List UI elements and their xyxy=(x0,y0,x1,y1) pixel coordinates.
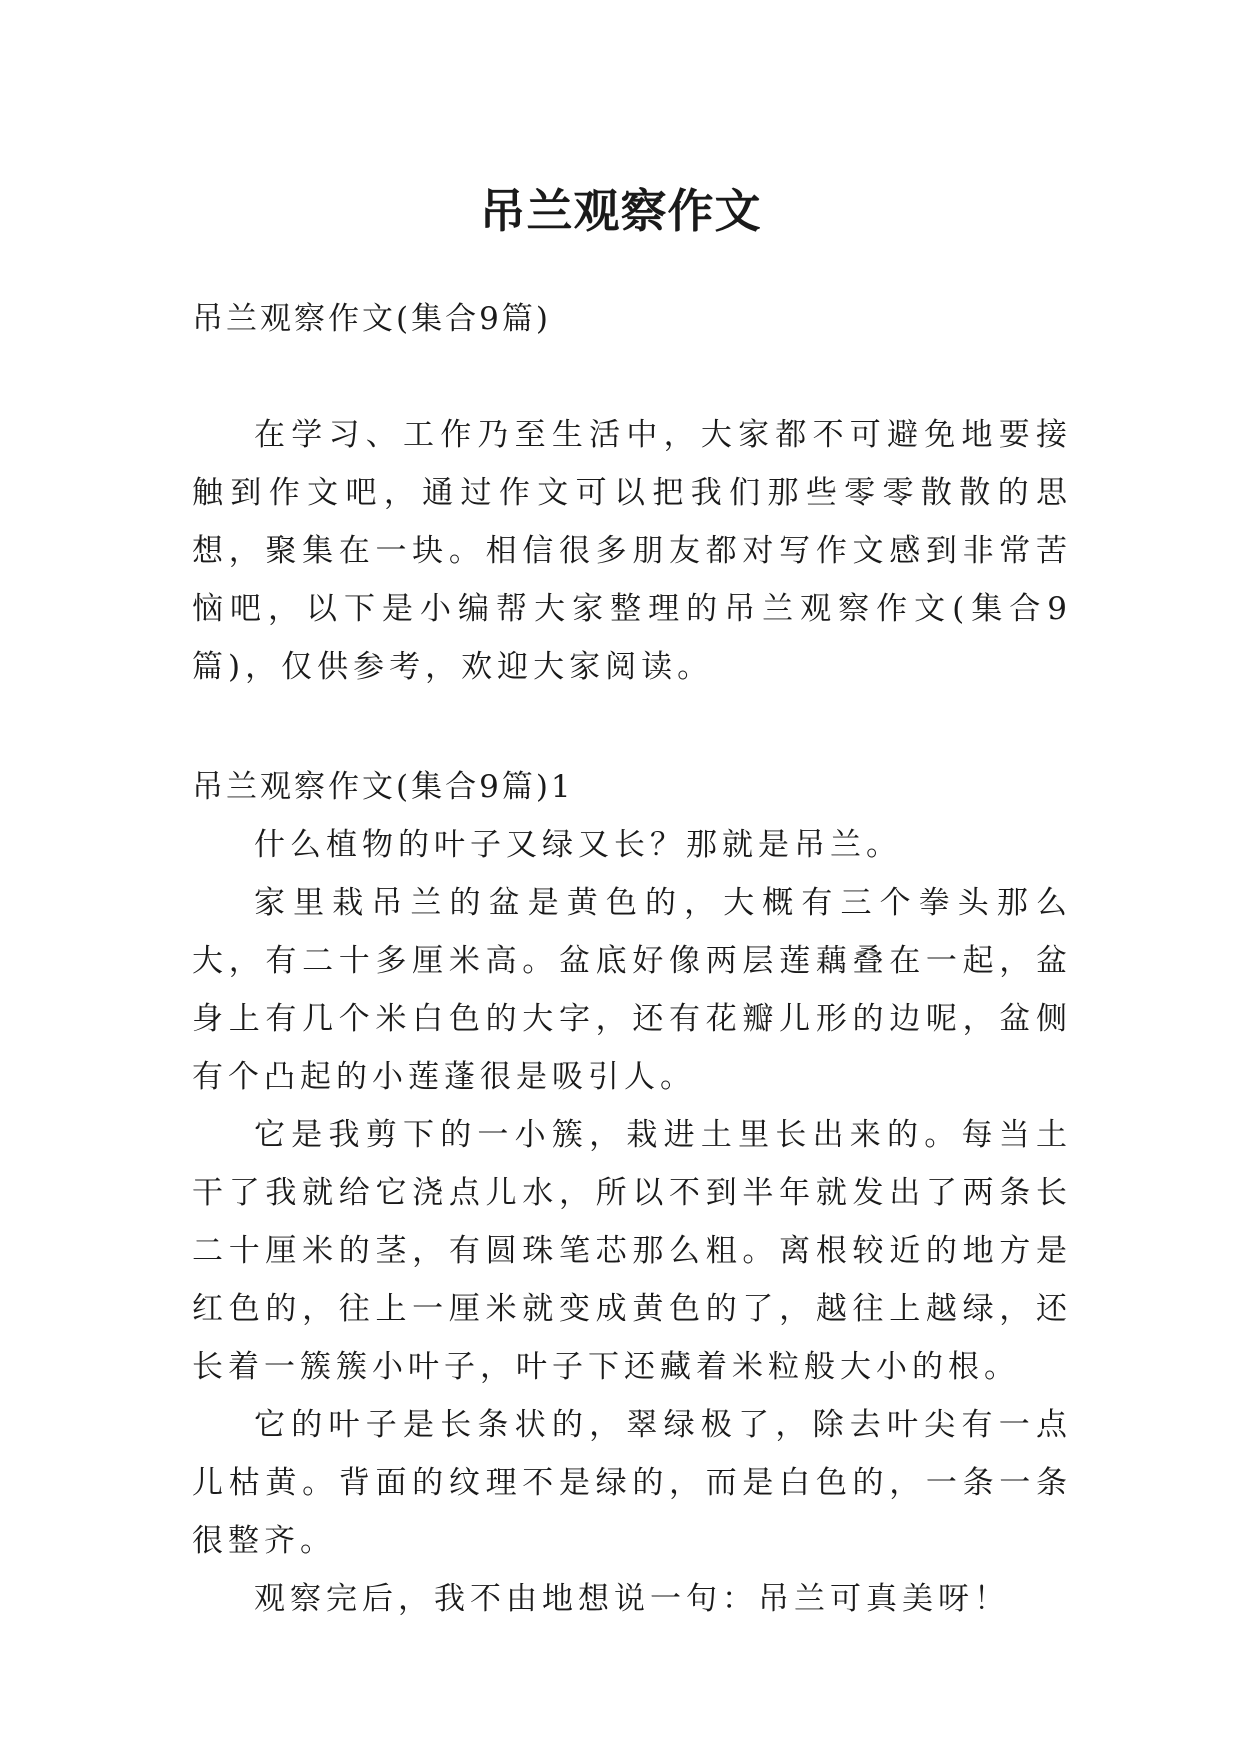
document-subtitle: 吊兰观察作文(集合9篇) xyxy=(192,301,551,337)
body-paragraph: 它是我剪下的一小簇，栽进土里长出来的。每当土干了我就给它浇点儿水，所以不到半年就发出了两条长二十厘米的茎，有圆珠笔芯那么粗。离根较近的地方是红色的，往上一厘米就变成黄色的了，越往上越绿，还长着一簇簇小叶子，叶子下还藏着米粒般大小的根。 xyxy=(192,1117,1072,1385)
body-paragraph: 观察完后，我不由地想说一句：吊兰可真美呀！ xyxy=(254,1581,1010,1617)
section-heading: 吊兰观察作文(集合9篇)1 xyxy=(192,769,574,805)
document-title: 吊兰观察作文 xyxy=(479,183,762,238)
document-body xyxy=(192,290,1072,1628)
body-paragraph: 家里栽吊兰的盆是黄色的，大概有三个拳头那么大，有二十多厘米高。盆底好像两层莲藕叠在一起，盆身上有几个米白色的大字，还有花瓣儿形的边呢，盆侧有个凸起的小莲蓬很是吸引人。 xyxy=(192,885,1072,1095)
body-paragraph: 什么植物的叶子又绿又长？那就是吊兰。 xyxy=(254,827,902,863)
body-paragraph: 它的叶子是长条状的，翠绿极了，除去叶尖有一点儿枯黄。背面的纹理不是绿的，而是白色的，一条一条很整齐。 xyxy=(192,1407,1072,1559)
intro-paragraph: 在学习、工作乃至生活中，大家都不可避免地要接触到作文吧，通过作文可以把我们那些零零散散的思想，聚集在一块。相信很多朋友都对写作文感到非常苦恼吧，以下是小编帮大家整理的吊兰观察作文(集合9篇)，仅供参考，欢迎大家阅读。 xyxy=(192,417,1072,685)
